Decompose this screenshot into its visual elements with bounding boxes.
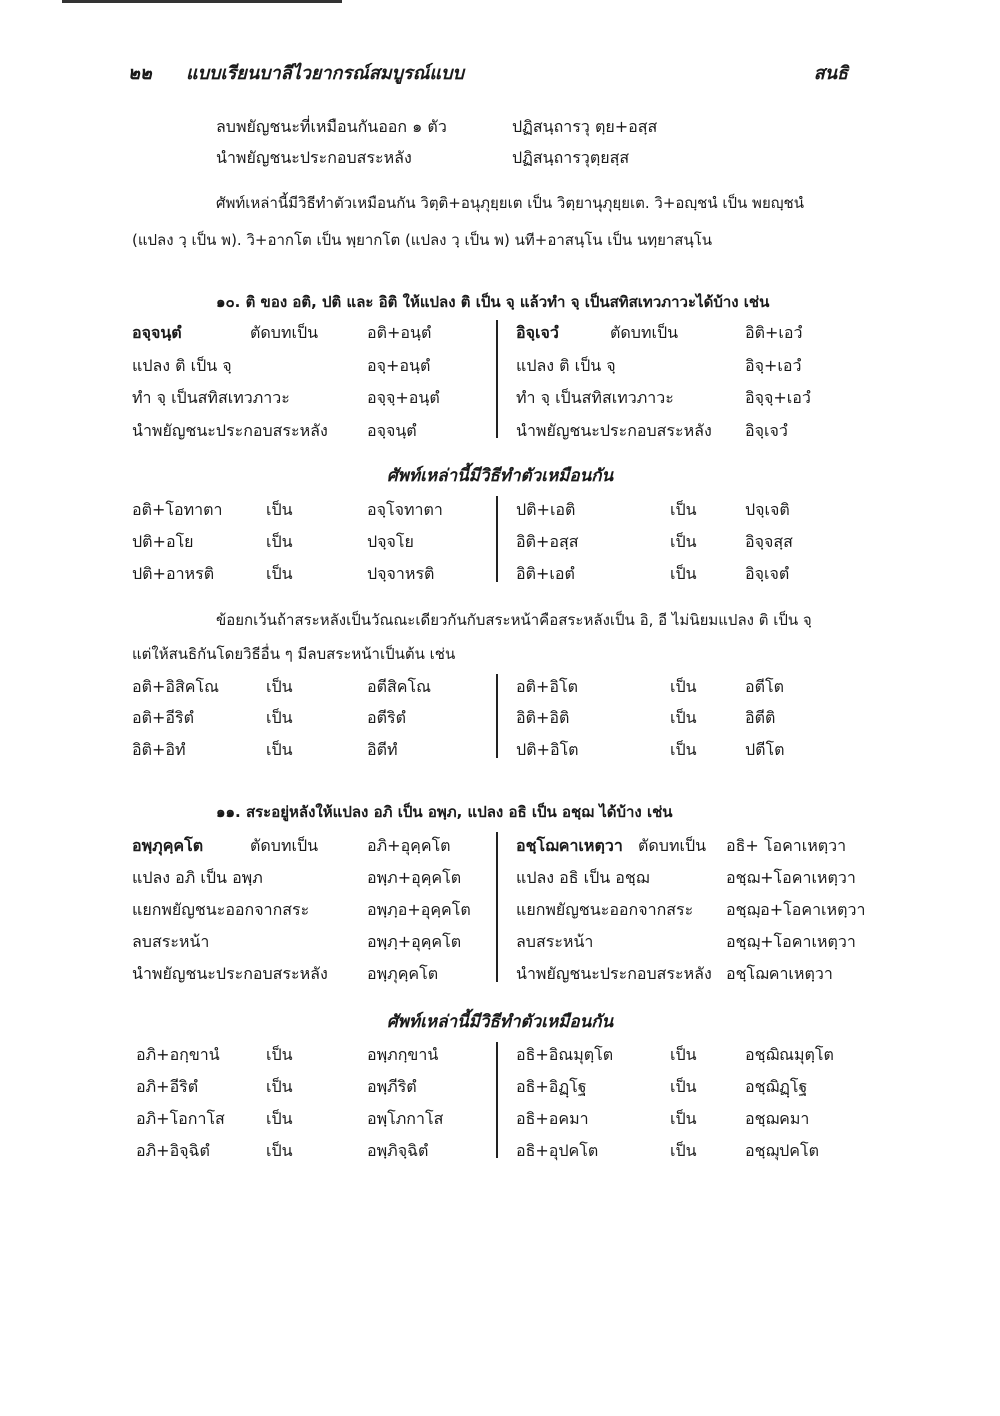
example-connector: เป็น	[266, 532, 293, 551]
example-source: อภิ+อีริตํ	[136, 1077, 199, 1096]
example-connector: เป็น	[670, 1077, 697, 1096]
derivation-step-value: อชฺฌฺอ+โอคาเหตฺวา	[726, 900, 866, 919]
example-result: อชฺฌุปคโต	[745, 1141, 819, 1160]
page-number: ๒๒	[128, 63, 152, 84]
exception-line: แต่ให้สนธิกันโดยวิธีอื่น ๆ มีลบสระหน้าเป็นต้น เช่น	[132, 645, 456, 663]
example-source: อธิ+อุปคโต	[516, 1141, 599, 1160]
derivation-word: อชฺโฌคาเหตฺวา	[516, 836, 623, 855]
derivation-cut-value: อธิ+ โอคาเหตฺวา	[726, 836, 847, 855]
example-source: อภิ+อิจฺฉิตํ	[136, 1141, 210, 1160]
example-result: อิตีทํ	[367, 740, 398, 759]
example-source: อภิ+โอกาโส	[136, 1109, 225, 1128]
derivation-step-value: อพฺภฺ+อุคฺคโต	[367, 932, 462, 951]
column-divider	[496, 496, 498, 582]
derivation-word: อจฺจนฺตํ	[132, 323, 182, 342]
derivation-step-label: แยกพยัญชนะออกจากสระ	[132, 900, 310, 919]
derivation-step-label: นำพยัญชนะประกอบสระหลัง	[516, 964, 712, 983]
example-source: ปติ+อิโต	[516, 740, 579, 759]
example-connector: เป็น	[266, 677, 293, 696]
derivation-step-label: นำพยัญชนะประกอบสระหลัง	[132, 421, 328, 440]
similar-words-heading: ศัพท์เหล่านี้มีวิธีทำตัวเหมือนกัน	[386, 1012, 614, 1032]
example-source: อติ+อิโต	[516, 677, 578, 696]
example-result: อิตีติ	[745, 708, 776, 727]
example-source: ปติ+อโย	[132, 532, 194, 551]
example-connector: เป็น	[670, 677, 697, 696]
example-source: อิติ+อิทํ	[132, 740, 186, 759]
example-connector: เป็น	[670, 1109, 697, 1128]
example-source: อธิ+อิฏฺโฐ	[516, 1077, 587, 1096]
example-source: อติ+อิสิคโณ	[132, 677, 219, 696]
derivation-word: อพฺภุคฺคโต	[132, 836, 204, 855]
example-result: ปจฺจาหรติ	[367, 564, 435, 583]
example-connector: เป็น	[670, 564, 697, 583]
example-result: อชฺฌิฏฺโฐ	[745, 1077, 808, 1096]
derivation-cut-label: ตัดบทเป็น	[638, 836, 707, 855]
derivation-word: อิจฺเจวํ	[516, 323, 559, 342]
example-source: อติ+อีริตํ	[132, 708, 194, 727]
paragraph-line: ศัพท์เหล่านี้มีวิธีทำตัวเหมือนกัน วิตฺติ+อนุภุยฺยเต เป็น วิตฺยานุภุยฺยเต. วิ+อญฺชนํ เป็น พยญฺชนํ	[216, 194, 804, 212]
column-divider	[496, 1042, 498, 1158]
example-result: อพฺโภกาโส	[367, 1109, 444, 1128]
paragraph-line: (แปลง วฺ เป็น พ). วิ+อากโต เป็น พฺยากโต (แปลง วฺ เป็น พ) นที+อาสนฺโน เป็น นทฺยาสนฺโน	[132, 231, 713, 249]
example-result: อตีโต	[745, 677, 784, 696]
example-connector: เป็น	[670, 500, 697, 519]
intro-step-value: ปฏิสนฺถารวุตฺยสฺส	[512, 148, 630, 167]
derivation-step-label: นำพยัญชนะประกอบสระหลัง	[516, 421, 712, 440]
derivation-cut-value: อิติ+เอวํ	[745, 323, 803, 342]
derivation-step-label: นำพยัญชนะประกอบสระหลัง	[132, 964, 328, 983]
derivation-step-value: อชฺฌ+โอคาเหตฺวา	[726, 868, 856, 887]
derivation-step-value: อจฺ+อนฺตํ	[367, 356, 431, 375]
example-connector: เป็น	[670, 532, 697, 551]
example-result: ปจฺจโย	[367, 532, 414, 551]
example-connector: เป็น	[266, 1077, 293, 1096]
example-result: อตีสิคโณ	[367, 677, 431, 696]
derivation-cut-label: ตัดบทเป็น	[250, 323, 319, 342]
derivation-step-label: แปลง ติ เป็น จฺ	[132, 356, 232, 375]
example-source: อติ+โอทาตา	[132, 500, 223, 519]
example-source: อภิ+อกฺขานํ	[136, 1045, 220, 1064]
example-source: อิติ+อสฺส	[516, 532, 579, 551]
derivation-step-label: แยกพยัญชนะออกจากสระ	[516, 900, 694, 919]
example-connector: เป็น	[670, 708, 697, 727]
derivation-step-value: อจฺจฺ+อนฺตํ	[367, 388, 440, 407]
derivation-step-value: อชฺโฌคาเหตฺวา	[726, 964, 833, 983]
example-result: อจฺโจทาตา	[367, 500, 443, 519]
derivation-step-value: อิจฺจฺ+เอวํ	[745, 388, 811, 407]
example-source: ปติ+เอติ	[516, 500, 576, 519]
column-divider	[496, 320, 498, 438]
example-result: อชฺฌิณมุตฺโต	[745, 1045, 834, 1064]
derivation-cut-value: อติ+อนฺตํ	[367, 323, 432, 342]
derivation-step-value: อพฺภุคฺคโต	[367, 964, 439, 983]
column-divider	[496, 832, 498, 982]
example-source: ปติ+อาหรติ	[132, 564, 215, 583]
chapter-title: สนธิ	[813, 63, 848, 84]
example-result: อชฺฌคมา	[745, 1109, 810, 1128]
intro-step-label: นำพยัญชนะประกอบสระหลัง	[216, 148, 412, 167]
scan-top-edge	[62, 0, 342, 3]
example-result: อิจฺเจตํ	[745, 564, 790, 583]
derivation-step-label: ลบสระหน้า	[516, 932, 594, 951]
derivation-step-value: อพฺภฺอ+อุคฺคโต	[367, 900, 471, 919]
derivation-step-label: แปลง อภิ เป็น อพฺภ	[132, 868, 263, 887]
derivation-cut-value: อภิ+อุคฺคโต	[367, 836, 451, 855]
example-connector: เป็น	[266, 564, 293, 583]
similar-words-heading: ศัพท์เหล่านี้มีวิธีทำตัวเหมือนกัน	[386, 466, 614, 486]
example-result: อพฺภกฺขานํ	[367, 1045, 439, 1064]
intro-step-value: ปฏิสนฺถารวุ ตฺย+อสฺส	[512, 117, 658, 136]
example-connector: เป็น	[266, 1141, 293, 1160]
book-title: แบบเรียนบาลีไวยากรณ์สมบูรณ์แบบ	[186, 63, 464, 84]
example-connector: เป็น	[670, 1045, 697, 1064]
derivation-step-label: แปลง ติ เป็น จฺ	[516, 356, 616, 375]
example-result: อิจฺจสฺส	[745, 532, 793, 551]
example-result: อพฺภิจฺฉิตํ	[367, 1141, 429, 1160]
derivation-step-value: อชฺฌฺ+โอคาเหตฺวา	[726, 932, 856, 951]
example-connector: เป็น	[670, 740, 697, 759]
example-result: ปจฺเจติ	[745, 500, 790, 519]
intro-step-label: ลบพยัญชนะที่เหมือนกันออก ๑ ตัว	[216, 117, 447, 136]
derivation-cut-label: ตัดบทเป็น	[250, 836, 319, 855]
derivation-step-value: อพฺภ+อุคฺคโต	[367, 868, 462, 887]
derivation-cut-label: ตัดบทเป็น	[610, 323, 679, 342]
example-connector: เป็น	[266, 708, 293, 727]
column-divider	[496, 674, 498, 758]
section-10-heading: ๑๐. ติ ของ อติ, ปติ และ อิติ ให้แปลง ติ เป็น จฺ แล้วทำ จฺ เป็นสทิสเทวภาวะได้บ้าง เช่น	[216, 293, 770, 311]
example-source: อิติ+เอตํ	[516, 564, 575, 583]
example-result: อตีริตํ	[367, 708, 406, 727]
example-source: อธิ+อคมา	[516, 1109, 589, 1128]
derivation-step-label: แปลง อธิ เป็น อชฺฌ	[516, 868, 650, 887]
example-connector: เป็น	[266, 500, 293, 519]
example-source: อธิ+อิณมุตฺโต	[516, 1045, 614, 1064]
example-result: ปตีโต	[745, 740, 785, 759]
example-connector: เป็น	[266, 1109, 293, 1128]
example-connector: เป็น	[670, 1141, 697, 1160]
derivation-step-value: อจฺจนฺตํ	[367, 421, 417, 440]
section-11-heading: ๑๑. สระอยู่หลังให้แปลง อภิ เป็น อพฺภ, แปลง อธิ เป็น อชฺฌ ได้บ้าง เช่น	[216, 803, 673, 821]
example-source: อิติ+อิติ	[516, 708, 570, 727]
example-result: อพฺภีริตํ	[367, 1077, 417, 1096]
derivation-step-value: อิจฺ+เอวํ	[745, 356, 802, 375]
derivation-step-label: ลบสระหน้า	[132, 932, 210, 951]
derivation-step-label: ทำ จฺ เป็นสทิสเทวภาวะ	[132, 388, 290, 407]
exception-line: ข้อยกเว้นถ้าสระหลังเป็นวัณณะเดียวกันกับสระหน้าคือสระหลังเป็น อิ, อี ไม่นิยมแปลง ติ เป็น จฺ	[216, 611, 812, 629]
example-connector: เป็น	[266, 1045, 293, 1064]
derivation-step-value: อิจฺเจวํ	[745, 421, 788, 440]
derivation-step-label: ทำ จฺ เป็นสทิสเทวภาวะ	[516, 388, 674, 407]
example-connector: เป็น	[266, 740, 293, 759]
